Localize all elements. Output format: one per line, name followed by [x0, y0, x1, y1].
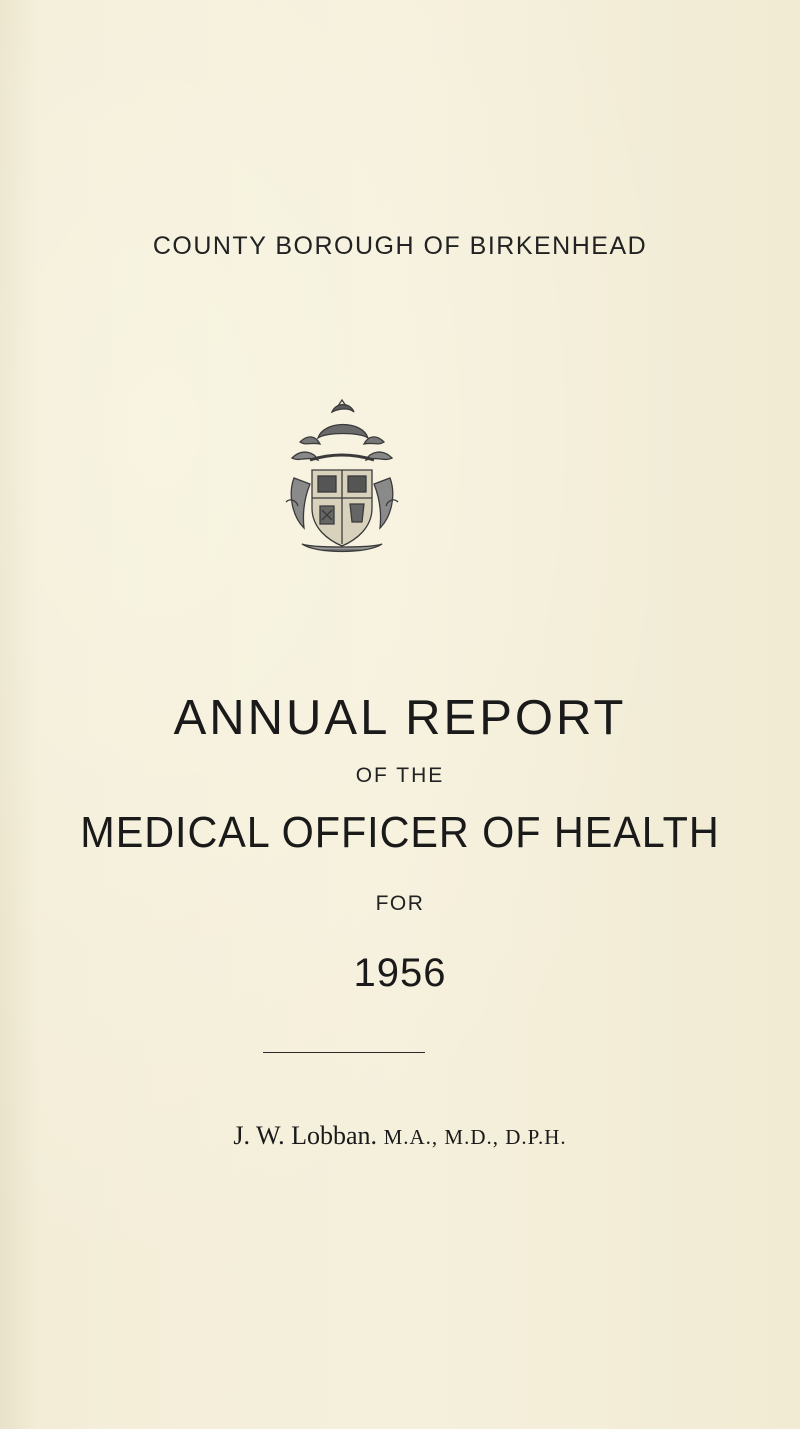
- divider-rule: [263, 1052, 425, 1053]
- borough-heading: COUNTY BOROUGH OF BIRKENHEAD: [152, 232, 648, 260]
- author-name: J. W. Lobban.: [233, 1121, 378, 1150]
- report-title: ANNUAL REPORT: [173, 691, 627, 745]
- author-line: [0, 1121, 800, 1151]
- author-degrees: M.A., M.D., D.P.H.: [383, 1125, 567, 1149]
- title-connector-for: FOR: [375, 892, 425, 915]
- title-connector-of-the: OF THE: [355, 764, 445, 787]
- report-year: 1956: [353, 951, 447, 995]
- coat-of-arms-icon: [280, 398, 404, 558]
- report-subject: MEDICAL OFFICER OF HEALTH: [80, 808, 720, 857]
